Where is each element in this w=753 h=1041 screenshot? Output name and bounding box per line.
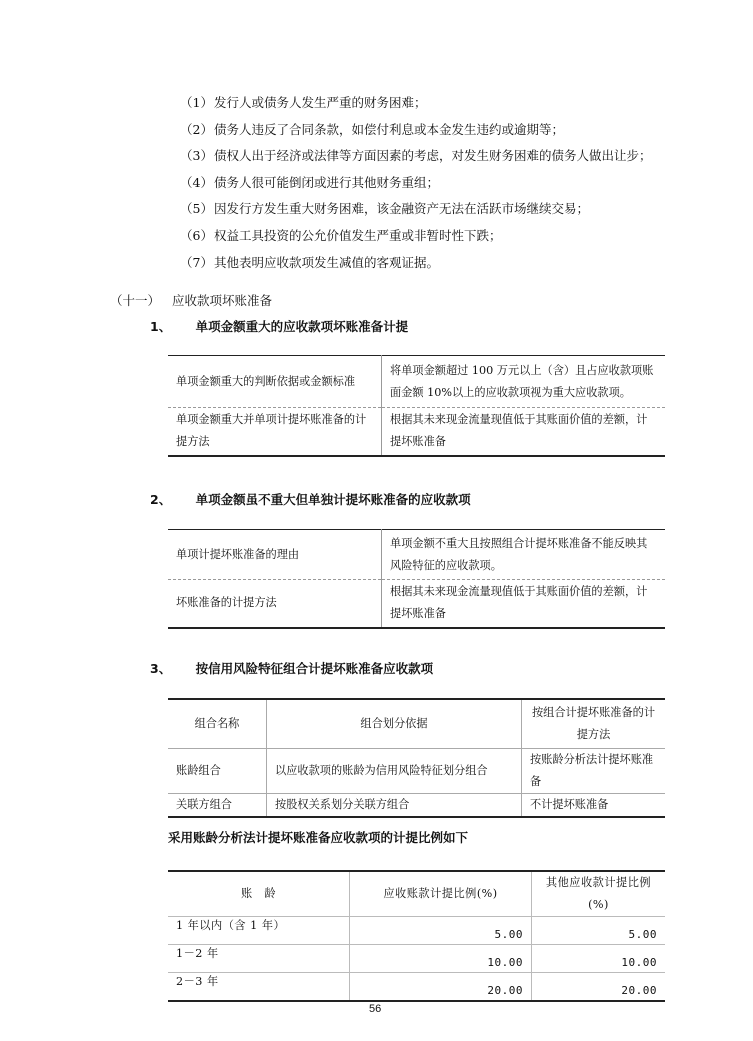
table-row xyxy=(168,356,665,408)
list-item: （4）债务人很可能倒闭或进行其他财务重组； xyxy=(180,174,440,190)
list-item: （1）发行人或债务人发生严重的财务困难； xyxy=(180,95,427,110)
table-cell: 不计提坏账准备 xyxy=(530,798,609,811)
table-header-cell: 组合划分依据 xyxy=(267,699,522,749)
table-cell: 关联方组合 xyxy=(168,794,267,818)
table-cell-age: 1－2 年 xyxy=(168,945,350,973)
table-cell-ratio: 20.00 xyxy=(621,984,657,997)
table-cell: 以应收款项的账龄为信用风险特征划分组合 xyxy=(267,749,522,794)
list-item: （5）因发行方发生重大财务困难，该金融资产无法在活跃市场继续交易； xyxy=(180,201,590,217)
table-row xyxy=(168,794,665,818)
significant-receivables-table xyxy=(168,355,665,457)
section-heading xyxy=(110,291,272,309)
table-header-row xyxy=(168,871,665,917)
subsection-number: 2、 xyxy=(150,492,172,507)
list-item: （6）权益工具投资的公允价值发生严重或非暂时性下跌； xyxy=(180,227,502,243)
table-cell-value: 根据其未来现金流量现值低于其账面价值的差额，计提坏账准备 xyxy=(390,413,648,449)
list-item: （2）债务人违反了合同条款，如偿付利息或本金发生违约或逾期等； xyxy=(180,121,565,137)
table-cell-ratio: 20.00 xyxy=(350,973,532,1002)
table-cell: 按账龄分析法计提坏账准备 xyxy=(522,749,666,794)
table-header-cell: 应收账款计提比例(%) xyxy=(350,871,532,917)
table-row xyxy=(168,917,665,945)
table-row xyxy=(168,408,665,456)
table-cell-label: 单项计提坏账准备的理由 xyxy=(168,530,382,580)
table-header-cell: 按组合计提坏账准备的计提方法 xyxy=(522,699,666,749)
table-row xyxy=(168,530,665,580)
subsection-number: 1、 xyxy=(150,319,172,334)
subsection-title: 单项金额重大的应收款项坏账准备计提 xyxy=(195,319,409,334)
table-cell-ratio: 5.00 xyxy=(350,917,532,945)
table-cell: 按股权关系划分关联方组合 xyxy=(267,794,522,818)
list-item: （7）其他表明应收款项发生减值的客观证据。 xyxy=(180,254,440,270)
table-cell-age: 1 年以内（含 1 年） xyxy=(168,917,350,945)
table-cell-label: 单项金额重大并单项计提坏账准备的计提方法 xyxy=(168,408,382,456)
list-item: （3）债权人出于经济或法律等方面因素的考虑，对发生财务困难的债务人做出让步； xyxy=(180,148,652,164)
subsection-heading-2 xyxy=(150,490,471,508)
subsection-title: 单项金额虽不重大但单独计提坏账准备的应收款项 xyxy=(195,492,471,507)
table-cell-age: 2－3 年 xyxy=(168,973,350,1002)
individual-provision-table xyxy=(168,529,665,629)
table-cell-value: 将单项金额超过 100 万元以上（含）且占应收款项账面金额 10%以上的应收款项视为重大应收款项。 xyxy=(382,356,666,408)
subsection-heading-1 xyxy=(150,317,408,335)
table-cell-value: 根据其未来现金流量现值低于其账面价值的差额，计提坏账准备 xyxy=(390,585,648,621)
subsection-number: 3、 xyxy=(150,661,172,676)
table-cell-ratio: 10.00 xyxy=(532,945,666,973)
page-number: 56 xyxy=(369,1003,382,1015)
table-cell-label: 单项金额重大的判断依据或金额标准 xyxy=(168,356,382,408)
aging-ratio-table xyxy=(168,870,665,1002)
table-header-cell: 其他应收款计提比例(%) xyxy=(532,871,666,917)
section-title: 应收款项坏账准备 xyxy=(172,293,273,308)
table-cell-label: 坏账准备的计提方法 xyxy=(168,580,382,628)
table-row xyxy=(168,945,665,973)
table-row xyxy=(168,580,665,628)
subsection-heading-3 xyxy=(150,659,433,677)
table-header-cell: 账 龄 xyxy=(168,871,350,917)
table-cell-value: 单项金额不重大且按照组合计提坏账准备不能反映其风险特征的应收款项。 xyxy=(382,530,666,580)
table-header-row xyxy=(168,699,665,749)
table-cell-ratio: 5.00 xyxy=(532,917,666,945)
table-row xyxy=(168,749,665,794)
subsection-title: 按信用风险特征组合计提坏账准备应收款项 xyxy=(195,661,434,676)
aging-ratio-heading: 采用账龄分析法计提坏账准备应收款项的计提比例如下 xyxy=(168,830,469,845)
credit-risk-portfolio-table xyxy=(168,698,665,818)
table-row xyxy=(168,973,665,1002)
table-cell-ratio: 10.00 xyxy=(350,945,532,973)
impairment-evidence-list xyxy=(180,94,652,280)
table-header-cell: 组合名称 xyxy=(168,699,267,749)
section-number: （十一） xyxy=(110,293,161,308)
table-cell: 账龄组合 xyxy=(168,749,267,794)
